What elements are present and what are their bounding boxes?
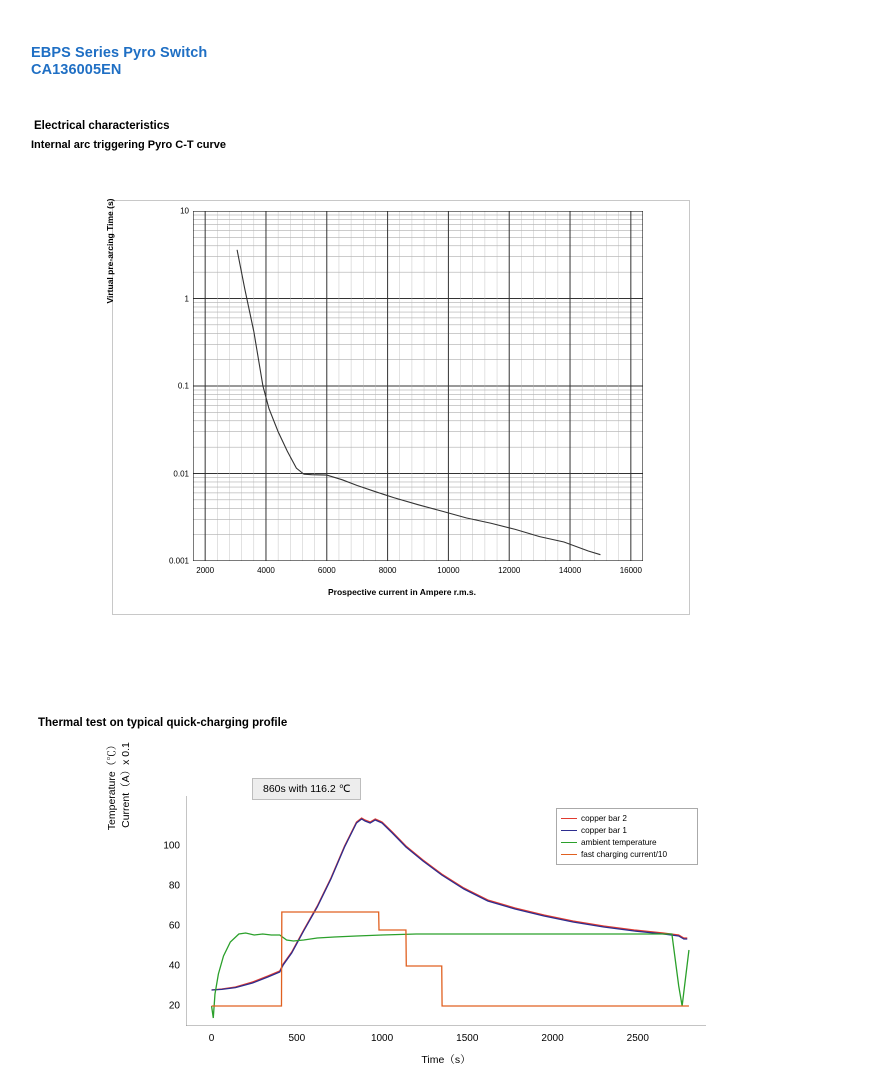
section-title-thermal: Thermal test on typical quick-charging profile bbox=[38, 717, 288, 729]
chart2-x-tick: 1500 bbox=[456, 1033, 479, 1044]
document-code: CA136005EN bbox=[31, 62, 122, 78]
chart2-legend bbox=[556, 808, 698, 865]
chart1-x-tick: 10000 bbox=[437, 566, 460, 575]
chart1-x-tick: 2000 bbox=[196, 566, 215, 575]
chart2-y-axis-label-temperature: Temperature（℃） bbox=[106, 739, 118, 831]
chart-thermal-quick-charging bbox=[100, 739, 800, 1080]
chart2-x-tick: 2000 bbox=[541, 1033, 564, 1044]
chart2-x-axis-label: Time（s） bbox=[421, 1054, 471, 1066]
chart1-x-tick: 6000 bbox=[317, 566, 336, 575]
chart2-series-line bbox=[212, 912, 689, 1006]
legend-label: copper bar 2 bbox=[581, 814, 627, 823]
chart2-x-tick: 1000 bbox=[370, 1033, 394, 1044]
chart2-x-tick: 2500 bbox=[626, 1033, 649, 1044]
legend-swatch-icon bbox=[561, 818, 577, 819]
chart1-x-axis-label: Prospective current in Ampere r.m.s. bbox=[327, 587, 477, 597]
legend-label: ambient temperature bbox=[581, 838, 657, 847]
chart1-y-tick: 0.1 bbox=[177, 381, 189, 391]
chart1-x-tick: 12000 bbox=[498, 566, 521, 575]
legend-item bbox=[561, 813, 693, 824]
chart2-y-tick: 100 bbox=[163, 840, 180, 852]
chart1-y-axis-label: Virtual pre-arcing Time (s) bbox=[105, 198, 115, 304]
chart1-svg bbox=[193, 211, 643, 561]
legend-swatch-icon bbox=[561, 830, 577, 831]
chart2-annotation: 860s with 116.2 ℃ bbox=[252, 778, 361, 800]
legend-item bbox=[561, 849, 693, 860]
chart-pyro-ct-curve bbox=[105, 198, 690, 615]
chart2-y-tick: 80 bbox=[168, 880, 180, 892]
legend-swatch-icon bbox=[561, 842, 577, 843]
legend-item bbox=[561, 825, 693, 836]
chart2-y-tick: 60 bbox=[168, 920, 180, 932]
page-title: EBPS Series Pyro Switch bbox=[31, 45, 208, 61]
chart2-y-tick: 20 bbox=[168, 1000, 180, 1012]
section-subtitle-ct-curve: Internal arc triggering Pyro C-T curve bbox=[31, 139, 226, 151]
chart1-y-tick: 1 bbox=[184, 294, 189, 303]
legend-label: fast charging current/10 bbox=[581, 850, 668, 859]
chart1-x-tick: 8000 bbox=[378, 566, 397, 575]
chart2-series-line bbox=[212, 933, 689, 1018]
chart2-y-tick: 40 bbox=[168, 960, 180, 972]
chart1-y-tick: 10 bbox=[180, 206, 189, 216]
chart1-y-tick: 0.001 bbox=[168, 556, 189, 566]
section-title-electrical: Electrical characteristics bbox=[34, 120, 170, 132]
chart2-x-tick: 500 bbox=[288, 1033, 306, 1044]
chart2-x-tick: 0 bbox=[208, 1033, 215, 1044]
chart1-x-tick: 4000 bbox=[257, 566, 275, 575]
chart1-x-tick: 14000 bbox=[558, 566, 582, 575]
chart2-y-axis-label-current: Current（A）x 0.1 bbox=[120, 742, 132, 828]
chart1-x-tick: 16000 bbox=[619, 566, 642, 575]
chart1-plot-area bbox=[168, 206, 643, 575]
legend-item bbox=[561, 837, 693, 848]
document-header bbox=[31, 45, 207, 79]
chart1-y-tick: 0.01 bbox=[173, 469, 189, 478]
legend-label: copper bar 1 bbox=[581, 826, 627, 835]
legend-swatch-icon bbox=[561, 854, 577, 855]
